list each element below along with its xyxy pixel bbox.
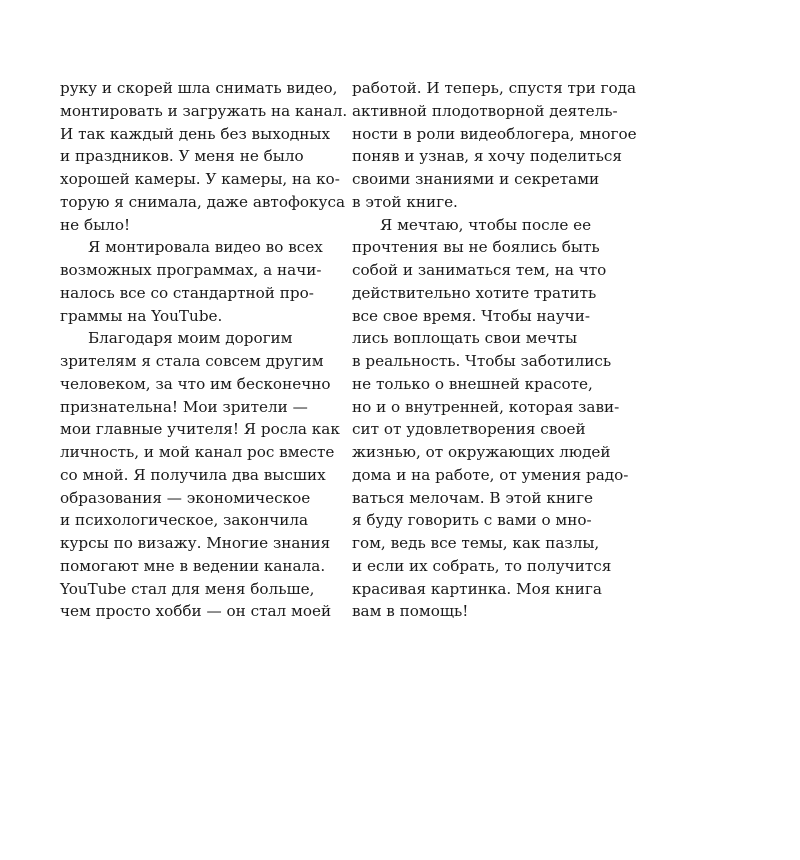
text-line: активной плодотворной деятель- [352, 101, 618, 120]
paragraph [60, 327, 340, 623]
text-line: YouTube стал для меня больше, [60, 579, 315, 598]
paragraph [352, 77, 637, 214]
text-line: прочтения вы не боялись быть [352, 238, 600, 257]
text-line: Я монтировала видео во всех [88, 238, 323, 257]
right-column [352, 77, 637, 623]
text-line: курсы по визажу. Многие знания [60, 534, 331, 552]
text-line: руку и скорей шла снимать видео, [60, 79, 338, 97]
text-line: помогают мне в ведении канала. [60, 556, 326, 575]
text-line: И так каждый день без выходных [60, 124, 331, 143]
text-line: Благодаря моим дорогим [88, 329, 293, 348]
text-line: налось все со стандартной про- [60, 283, 314, 302]
text-line: дома и на работе, от умения радо- [352, 465, 629, 484]
text-line: работой. И теперь, спустя три года [352, 79, 637, 97]
text-line: гом, ведь все темы, как пазлы, [352, 534, 600, 552]
text-line: поняв и узнав, я хочу поделиться [352, 147, 622, 166]
text-line: ваться мелочам. В этой книге [352, 488, 594, 507]
text-line: в этой книге. [352, 192, 458, 211]
text-line: лись воплощать свои мечты [352, 329, 578, 348]
text-line: жизнью, от окружающих людей [352, 443, 611, 461]
text-line: граммы на YouTube. [60, 306, 223, 325]
text-line: Я мечтаю, чтобы после ее [380, 215, 592, 234]
text-line: человеком, за что им бесконечно [60, 374, 331, 393]
text-line: монтировать и загружать на канал. [60, 101, 348, 120]
text-line: мои главные учителя! Я росла как [60, 420, 340, 439]
paragraph [352, 214, 629, 624]
text-line: и психологическое, закончила [60, 511, 309, 530]
text-line: возможных программах, а начи- [60, 261, 322, 279]
text-line: признательна! Мои зрители — [60, 397, 308, 416]
text-line: красивая картинка. Моя книга [352, 579, 602, 598]
text-line: вам в помощь! [352, 602, 469, 621]
text-line: но и о внутренней, которая зави- [352, 397, 620, 416]
paragraph [60, 236, 322, 327]
text-line: сит от удовлетворения своей [352, 420, 586, 439]
text-line: я буду говорить с вами о мно- [352, 511, 592, 530]
text-line: и праздников. У меня не было [60, 147, 304, 166]
text-line: действительно хотите тратить [352, 283, 597, 302]
text-line: собой и заниматься тем, на что [352, 261, 607, 279]
left-column [60, 77, 348, 623]
text-line: в реальность. Чтобы заботились [352, 352, 612, 370]
text-line: и если их собрать, то получится [352, 556, 612, 575]
text-line: своими знаниями и секретами [352, 170, 600, 188]
text-line: торую я снимала, даже автофокуса [60, 192, 346, 211]
text-line: все свое время. Чтобы научи- [352, 306, 590, 325]
text-line: со мной. Я получила два высших [60, 465, 326, 484]
text-line: личность, и мой канал рос вместе [60, 443, 335, 461]
text-line: не только о внешней красоте, [352, 374, 593, 393]
text-line: образования — экономическое [60, 488, 311, 507]
text-line: зрителям я стала совсем другим [60, 352, 324, 370]
text-line: чем просто хобби — он стал моей [60, 602, 332, 621]
paragraph [60, 77, 348, 236]
text-line: ности в роли видеоблогера, многое [352, 124, 637, 143]
text-line: не было! [60, 215, 131, 234]
text-line: хорошей камеры. У камеры, на ко- [60, 170, 340, 188]
